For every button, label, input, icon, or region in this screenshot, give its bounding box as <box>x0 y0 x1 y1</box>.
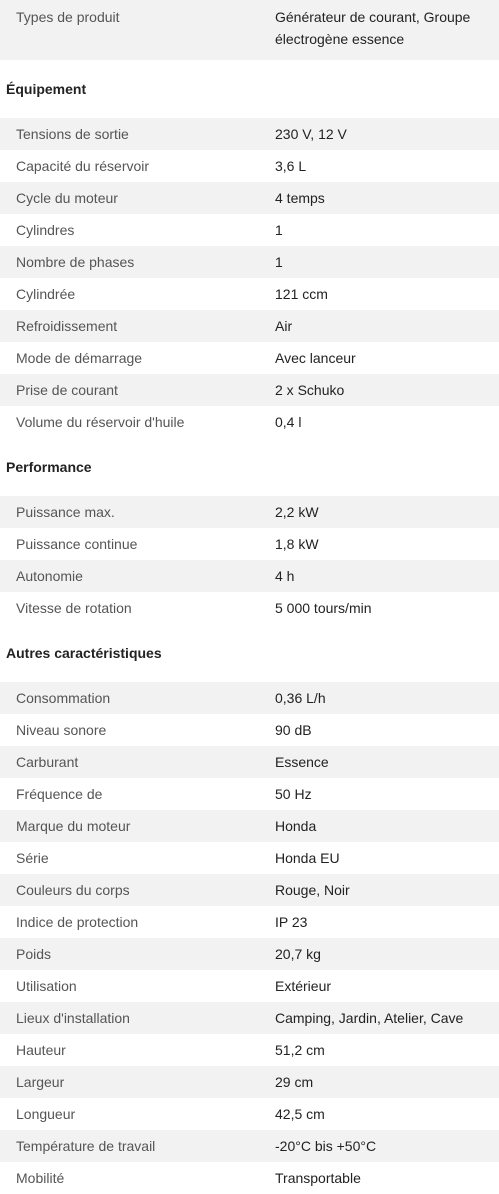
spec-row <box>0 150 499 182</box>
spec-label: Mode de démarrage <box>16 350 143 366</box>
spec-label: Indice de protection <box>16 914 139 930</box>
spec-row <box>0 310 499 342</box>
spec-row <box>0 778 499 810</box>
spec-label: Vitesse de rotation <box>16 600 132 616</box>
spec-row <box>0 682 499 714</box>
spec-value: Rouge, Noir <box>275 882 350 898</box>
spec-label: Prise de courant <box>16 382 118 398</box>
spec-label: Autonomie <box>16 568 83 584</box>
spec-label: Puissance continue <box>16 536 138 552</box>
spec-value: 29 cm <box>275 1074 314 1090</box>
intro-table <box>0 0 499 60</box>
spec-value: Camping, Jardin, Atelier, Cave <box>275 1010 464 1026</box>
spec-value: Transportable <box>275 1170 361 1186</box>
spec-row <box>0 1002 499 1034</box>
spec-row <box>0 246 499 278</box>
spec-label: Utilisation <box>16 978 77 994</box>
spec-row <box>0 1162 499 1194</box>
spec-label: Niveau sonore <box>16 722 107 738</box>
spec-row <box>0 406 499 438</box>
spec-row <box>0 374 499 406</box>
spec-row <box>0 118 499 150</box>
spec-row <box>0 1034 499 1066</box>
section-autres-caracteristiques <box>0 624 499 1194</box>
spec-value: 1,8 kW <box>275 536 319 552</box>
spec-label: Consommation <box>16 690 111 706</box>
spec-value: 42,5 cm <box>275 1106 325 1122</box>
spec-value: 2 x Schuko <box>275 382 345 398</box>
spec-label: Longueur <box>16 1106 76 1122</box>
section-performance <box>0 438 499 624</box>
spec-value: 3,6 L <box>275 158 307 174</box>
spec-row <box>0 496 499 528</box>
spec-value: -20°C bis +50°C <box>275 1138 377 1154</box>
section-heading: Autres caractéristiques <box>6 645 162 661</box>
spec-label: Nombre de phases <box>16 254 135 270</box>
spec-row <box>0 278 499 310</box>
spec-value: 1 <box>275 254 283 270</box>
spec-label: Cycle du moteur <box>16 190 118 206</box>
spec-value: 2,2 kW <box>275 504 319 520</box>
spec-value: Honda <box>275 818 317 834</box>
section-heading: Performance <box>6 459 92 475</box>
spec-row <box>0 746 499 778</box>
spec-table <box>0 118 499 438</box>
spec-table <box>0 682 499 1194</box>
spec-label: Hauteur <box>16 1042 66 1058</box>
spec-value: 90 dB <box>275 722 312 738</box>
spec-label: Refroidissement <box>16 318 118 334</box>
spec-value: Extérieur <box>275 978 332 994</box>
spec-label: Température de travail <box>16 1138 156 1154</box>
spec-value: 0,4 l <box>275 414 302 430</box>
spec-value: 5 000 tours/min <box>275 600 372 616</box>
spec-row <box>0 842 499 874</box>
spec-value: Générateur de courant, Groupe électrogène essence <box>275 9 471 47</box>
spec-value: 50 Hz <box>275 786 312 802</box>
spec-label: Cylindrée <box>16 286 76 302</box>
spec-label: Volume du réservoir d'huile <box>16 414 185 430</box>
spec-row <box>0 528 499 560</box>
spec-value: Honda EU <box>275 850 340 866</box>
spec-row <box>0 1130 499 1162</box>
spec-table <box>0 496 499 624</box>
spec-value: 4 temps <box>275 190 325 206</box>
spec-row <box>0 714 499 746</box>
spec-row <box>0 560 499 592</box>
spec-label: Types de produit <box>16 9 120 25</box>
spec-row <box>0 0 499 60</box>
spec-label: Fréquence de <box>16 786 103 802</box>
spec-row <box>0 810 499 842</box>
spec-label: Tensions de sortie <box>16 126 129 142</box>
spec-value: Air <box>275 318 293 334</box>
spec-row <box>0 1098 499 1130</box>
spec-row <box>0 906 499 938</box>
spec-row <box>0 1066 499 1098</box>
spec-label: Cylindres <box>16 222 75 238</box>
spec-row <box>0 182 499 214</box>
spec-value: 4 h <box>275 568 295 584</box>
spec-value: 20,7 kg <box>275 946 321 962</box>
spec-row <box>0 214 499 246</box>
spec-row <box>0 938 499 970</box>
spec-value: IP 23 <box>275 914 308 930</box>
spec-value: 0,36 L/h <box>275 690 326 706</box>
spec-label: Carburant <box>16 754 79 770</box>
spec-row <box>0 970 499 1002</box>
spec-label: Capacité du réservoir <box>16 158 150 174</box>
spec-label: Couleurs du corps <box>16 882 130 898</box>
spec-label: Puissance max. <box>16 504 115 520</box>
spec-value: 1 <box>275 222 283 238</box>
section-equipement <box>0 60 499 438</box>
spec-label: Lieux d'installation <box>16 1010 130 1026</box>
spec-value: 121 ccm <box>275 286 328 302</box>
section-heading: Équipement <box>6 81 87 97</box>
spec-value: Avec lanceur <box>275 350 356 366</box>
spec-label: Poids <box>16 946 52 962</box>
spec-label: Marque du moteur <box>16 818 131 834</box>
spec-row <box>0 874 499 906</box>
spec-label: Largeur <box>16 1074 65 1090</box>
spec-value: Essence <box>275 754 329 770</box>
spec-label: Série <box>16 850 49 866</box>
spec-row <box>0 592 499 624</box>
spec-value: 230 V, 12 V <box>275 126 347 142</box>
spec-row <box>0 342 499 374</box>
spec-value: 51,2 cm <box>275 1042 325 1058</box>
spec-label: Mobilité <box>16 1170 65 1186</box>
